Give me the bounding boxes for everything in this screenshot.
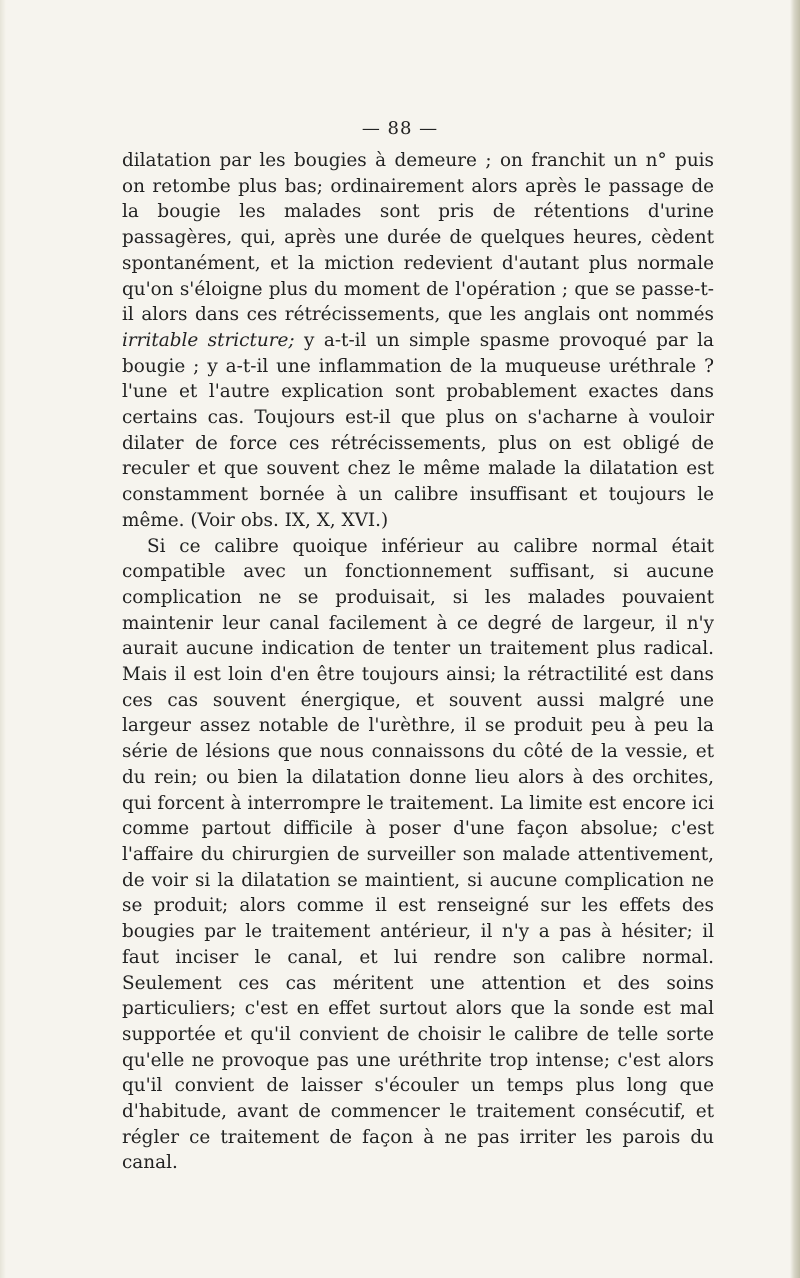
body-text [122, 148, 714, 1176]
page-edge-right [790, 0, 800, 1278]
paragraph-1-part-1: dilatation par les bougies à demeure ; on franchit un n° puis on retombe plus bas; ordinairement alors après le passage de la bougie les malades sont pris de rétentions d'urine passagères, qui, après une durée de quelques heures, cèdent spontanément, et la miction redevient d'autant plus normale qu'on s'éloigne plus du moment de l'opération ; que se passe-t-il alors dans ces rétrécissements, que les anglais ont nommés [122, 150, 714, 326]
paragraph-2: Si ce calibre quoique inférieur au calibre normal était compatible avec un fonctionnement suffisant, si aucune complication ne se produisait, si les malades pouvaient maintenir leur canal facilement à ce degré de largeur, il n'y aurait aucune indication de tenter un traitement plus radical. Mais il est loin d'en être toujours ainsi; la rétractilité est dans ces cas souvent énergique, et souvent aussi malgré une largeur assez notable de l'urèthre, il se produit peu à peu la série de lésions que nous connaissons du côté de la vessie, et du rein; ou bien la dilatation donne lieu alors à des orchites, qui forcent à interrompre le traitement. La limite est encore ici comme partout difficile à poser d'une façon absolue; c'est l'affaire du chirurgien de surveiller son malade attentivement, de voir si la dilatation se maintient, si aucune complication ne se produit; alors comme il est renseigné sur les effets des bougies par le traitement antérieur, il n'y a pas à hésiter; il faut inciser le canal, et lui rendre son calibre normal. Seulement ces cas méritent une attention et des soins particuliers; c'est en effet surtout alors que la sonde est mal supportée et qu'il convient de choisir le calibre de telle sorte qu'elle ne provoque pas une uréthrite trop intense; c'est alors qu'il convient de laisser s'écouler un temps plus long que d'habitude, avant de commencer le traitement consécutif, et régler ce traitement de façon à ne pas irriter les parois du canal. [122, 535, 714, 1174]
italic-term: irritable stricture; [122, 329, 295, 351]
page-edge-left [0, 0, 6, 1278]
paragraph-1-part-2: y a-t-il un simple spasme provoqué par la bougie ; y a-t-il une inflammation de la muqueuse uréthrale ? l'une et l'autre explication sont probablement exactes dans certains cas. Toujours est-il que plus on s'acharne à vouloir dilater de force ces rétrécissements, plus on est obligé de reculer et que souvent chez le même malade la dilatation est constamment bornée à un calibre insuffisant et toujours le même. (Voir obs. IX, X, XVI.) [122, 329, 714, 531]
paragraph-1 [122, 148, 714, 534]
page-number: — 88 — [361, 118, 439, 139]
